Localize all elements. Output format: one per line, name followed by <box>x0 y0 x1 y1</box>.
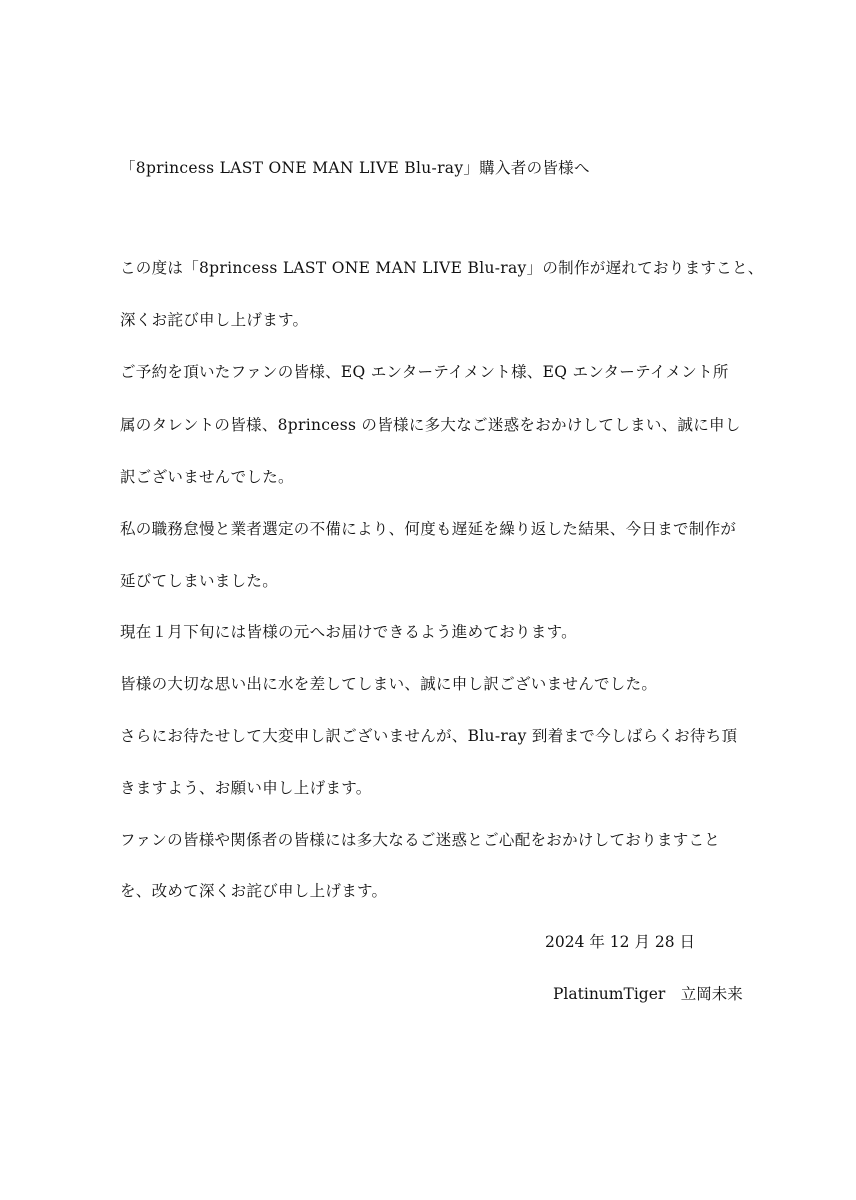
body-line-5: 訳ございませんでした。 <box>120 468 294 486</box>
document-title: 「8princess LAST ONE MAN LIVE Blu-ray」購入者の皆様へ <box>120 159 590 177</box>
body-line-4: 属のタレントの皆様、8princess の皆様に多大なご迷惑をおかけしてしまい、誠に申し <box>120 416 741 434</box>
body-line-11: きますよう、お願い申し上げます。 <box>120 779 372 797</box>
document-signature: PlatinumTiger 立岡未来 <box>553 985 743 1003</box>
body-line-3: ご予約を頂いたファンの皆様、EQ エンターテイメント様、EQ エンターテイメント所 <box>120 363 729 381</box>
body-line-8: 現在１月下旬には皆様の元へお届けできるよう進めております。 <box>120 623 577 641</box>
body-line-2: 深くお詫び申し上げます。 <box>120 311 309 329</box>
body-line-6: 私の職務怠慢と業者選定の不備により、何度も遅延を繰り返した結果、今日まで制作が <box>120 520 737 538</box>
body-line-10: さらにお待たせして大変申し訳ございませんが、Blu-ray 到着まで今しばらくお待ち頂 <box>120 727 738 745</box>
document-date: 2024 年 12 月 28 日 <box>545 933 696 951</box>
body-line-12: ファンの皆様や関係者の皆様には多大なるご迷惑とご心配をおかけしておりますこと <box>120 831 721 849</box>
body-line-7: 延びてしまいました。 <box>120 572 279 590</box>
body-line-1: この度は「8princess LAST ONE MAN LIVE Blu-ray」の制作が遅れておりますこと、 <box>120 259 764 277</box>
body-line-13: を、改めて深くお詫び申し上げます。 <box>120 882 388 900</box>
body-line-9: 皆様の大切な思い出に水を差してしまい、誠に申し訳ございませんでした。 <box>120 675 658 693</box>
